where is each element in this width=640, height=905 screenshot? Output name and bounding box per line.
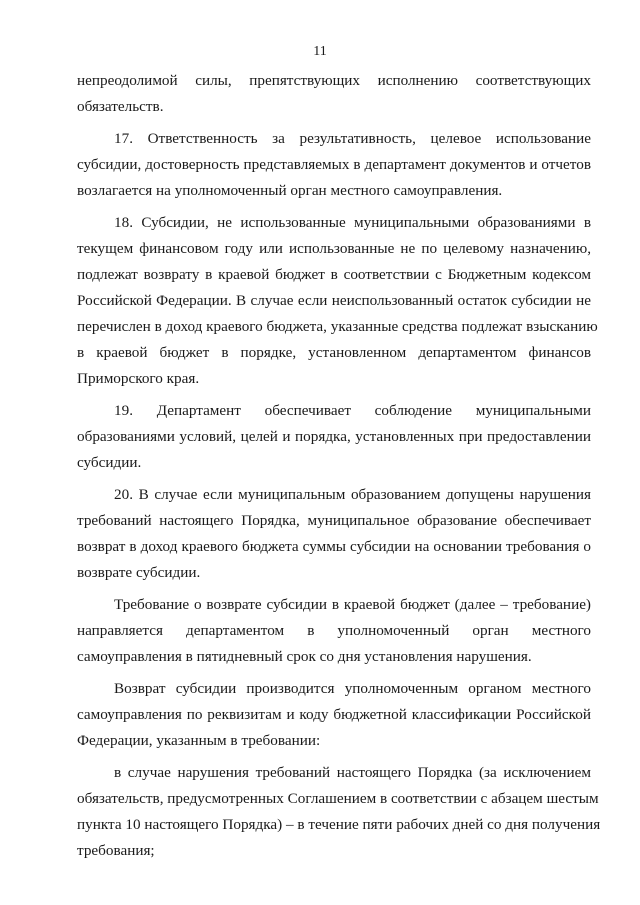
paragraph-continuation-line: непреодолимой силы, препятствующих исполнению соответствующих [77,72,591,89]
clause-17-line: возлагается на уполномоченный орган местного самоуправления. [77,182,503,199]
clause-18-line: 18. Субсидии, не использованные муниципальными образованиями в [114,214,591,231]
violation-case-line: требования; [77,842,155,859]
document-body [77,68,601,864]
refund-paragraph-line: Федерации, указанным в требовании: [77,732,321,749]
clause-18-line: текущем финансовом году или использованные не по целевому назначению, [77,240,591,257]
clause-18-line: Приморского края. [77,370,200,387]
requirement-paragraph-line: направляется департаментом в уполномоченный орган местного [77,622,591,639]
clause-20-line: возврат в доход краевого бюджета суммы субсидии на основании требования о [77,538,591,555]
refund-paragraph-line: самоуправления по реквизитам и коду бюджетной классификации Российской [77,706,591,723]
clause-18-line: Российской Федерации. В случае если неиспользованный остаток субсидии не [77,292,591,309]
refund-paragraph-line: Возврат субсидии производится уполномоченным органом местного [114,680,591,697]
clause-20-line: возврате субсидии. [77,564,201,581]
paragraph-continuation-line: обязательств. [77,98,164,115]
clause-20-line: 20. В случае если муниципальным образованием допущены нарушения [114,486,591,503]
violation-case-line: пункта 10 настоящего Порядка) – в течение пяти рабочих дней со дня получения [77,816,601,833]
clause-19-line: образованиями условий, целей и порядка, установленных при предоставлении [77,428,591,445]
violation-case-line: в случае нарушения требований настоящего Порядка (за исключением [114,764,591,781]
violation-case-line: обязательств, предусмотренных Соглашением в соответствии с абзацем шестым [77,790,599,807]
requirement-paragraph-line: самоуправления в пятидневный срок со дня установления нарушения. [77,648,532,665]
clause-18-line: перечислен в доход краевого бюджета, указанные средства подлежат взысканию [77,318,598,335]
clause-19-line: 19. Департамент обеспечивает соблюдение муниципальными [114,402,591,419]
page-number: 11 [313,44,327,59]
clause-19-line: субсидии. [77,454,142,471]
requirement-paragraph-line: Требование о возврате субсидии в краевой бюджет (далее – требование) [114,596,591,613]
clause-18-line: в краевой бюджет в порядке, установленном департаментом финансов [77,344,591,361]
clause-20-line: требований настоящего Порядка, муниципальное образование обеспечивает [77,512,591,529]
clause-17-line: субсидии, достоверность представляемых в департамент документов и отчетов [77,156,591,173]
clause-17-line: 17. Ответственность за результативность, целевое использование [114,130,591,147]
clause-18-line: подлежат возврату в краевой бюджет в соответствии с Бюджетным кодексом [77,266,591,283]
